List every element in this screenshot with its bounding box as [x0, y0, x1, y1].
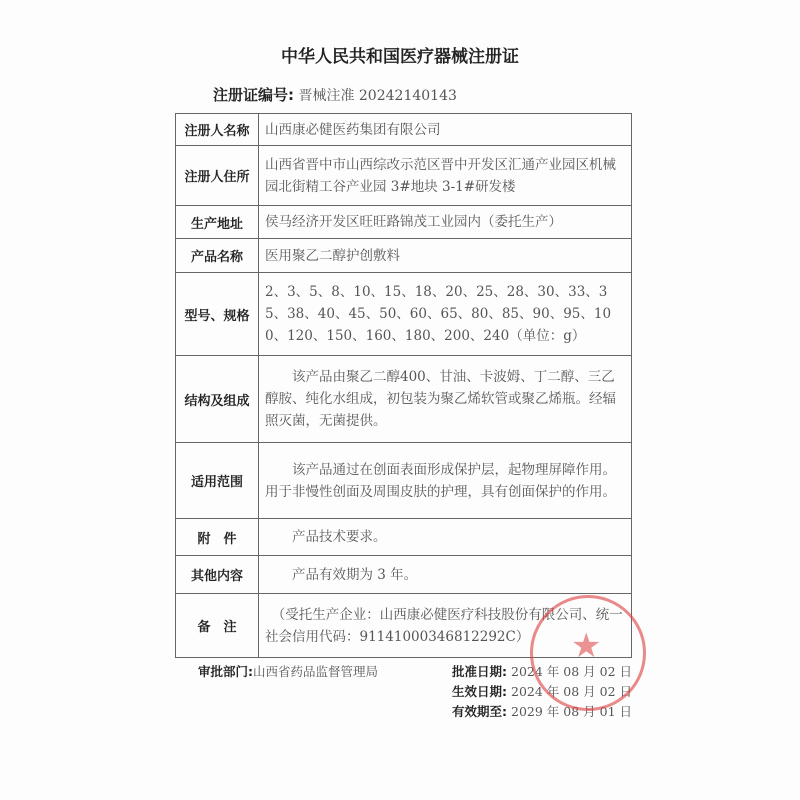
approve-label: 批准日期: — [452, 664, 508, 679]
field-label: 结构及组成 — [176, 356, 259, 443]
seal-star-icon: ★ — [571, 626, 602, 666]
field-label: 适用范围 — [176, 443, 259, 519]
approval-department — [198, 662, 378, 722]
effective-label: 生效日期: — [452, 684, 508, 699]
approve-value: 2024 年 08 月 02 日 — [511, 664, 632, 679]
field-value: 产品技术要求。 — [259, 519, 632, 556]
field-label: 生产地址 — [176, 206, 259, 239]
field-label: 注册人住所 — [176, 146, 259, 206]
certificate-body — [175, 113, 632, 722]
effective-value: 2024 年 08 月 02 日 — [511, 684, 632, 699]
field-value: （受托生产企业：山西康必健医疗科技股份有限公司、统一社会信用代码：91141000346812292C） — [259, 594, 632, 658]
effective-date — [452, 682, 632, 702]
field-label: 其他内容 — [176, 556, 259, 594]
field-value: 2、3、5、8、10、15、18、20、25、28、30、33、35、38、40、45、50、60、65、80、85、90、95、100、120、150、160、180、200、240（单位：g） — [259, 273, 632, 356]
dates-block — [452, 662, 632, 722]
expiry-date — [452, 702, 632, 722]
field-value: 产品有效期为 3 年。 — [259, 556, 632, 594]
certificate-table — [175, 113, 632, 658]
reg-value: 晋械注准 20242140143 — [298, 88, 457, 104]
field-label: 型号、规格 — [176, 273, 259, 356]
field-label: 附 件 — [176, 519, 259, 556]
field-value: 该产品通过在创面表面形成保护层，起物理屏障作用。用于非慢性创面及周围皮肤的护理，具有创面保护的作用。 — [259, 443, 632, 519]
field-value: 该产品由聚乙二醇400、甘油、卡波姆、丁二醇、三乙醇胺、纯化水组成，初包装为聚乙烯软管或聚乙烯瓶。经辐照灭菌，无菌提供。 — [259, 356, 632, 443]
document-title: 中华人民共和国医疗器械注册证 — [281, 47, 519, 67]
field-label: 注册人名称 — [176, 114, 259, 146]
field-value: 侯马经济开发区旺旺路锦茂工业园内（委托生产） — [259, 206, 632, 239]
dept-value: 山西省药品监督管理局 — [253, 664, 379, 679]
registration-number — [213, 84, 457, 105]
field-value: 山西省晋中市山西综改示范区晋中开发区汇通产业园区机械园北街精工谷产业园 3#地块 3-1#研发楼 — [259, 146, 632, 206]
reg-label: 注册证编号: — [213, 86, 294, 104]
approval-date — [452, 662, 632, 682]
expire-label: 有效期至: — [452, 704, 508, 719]
expire-value: 2029 年 08 月 01 日 — [511, 704, 632, 719]
field-value: 医用聚乙二醇护创敷料 — [259, 239, 632, 273]
field-value: 山西康必健医药集团有限公司 — [259, 114, 632, 146]
certificate-footer — [175, 662, 632, 722]
field-label: 备 注 — [176, 594, 259, 658]
field-label: 产品名称 — [176, 239, 259, 273]
dept-label: 审批部门: — [198, 664, 253, 679]
